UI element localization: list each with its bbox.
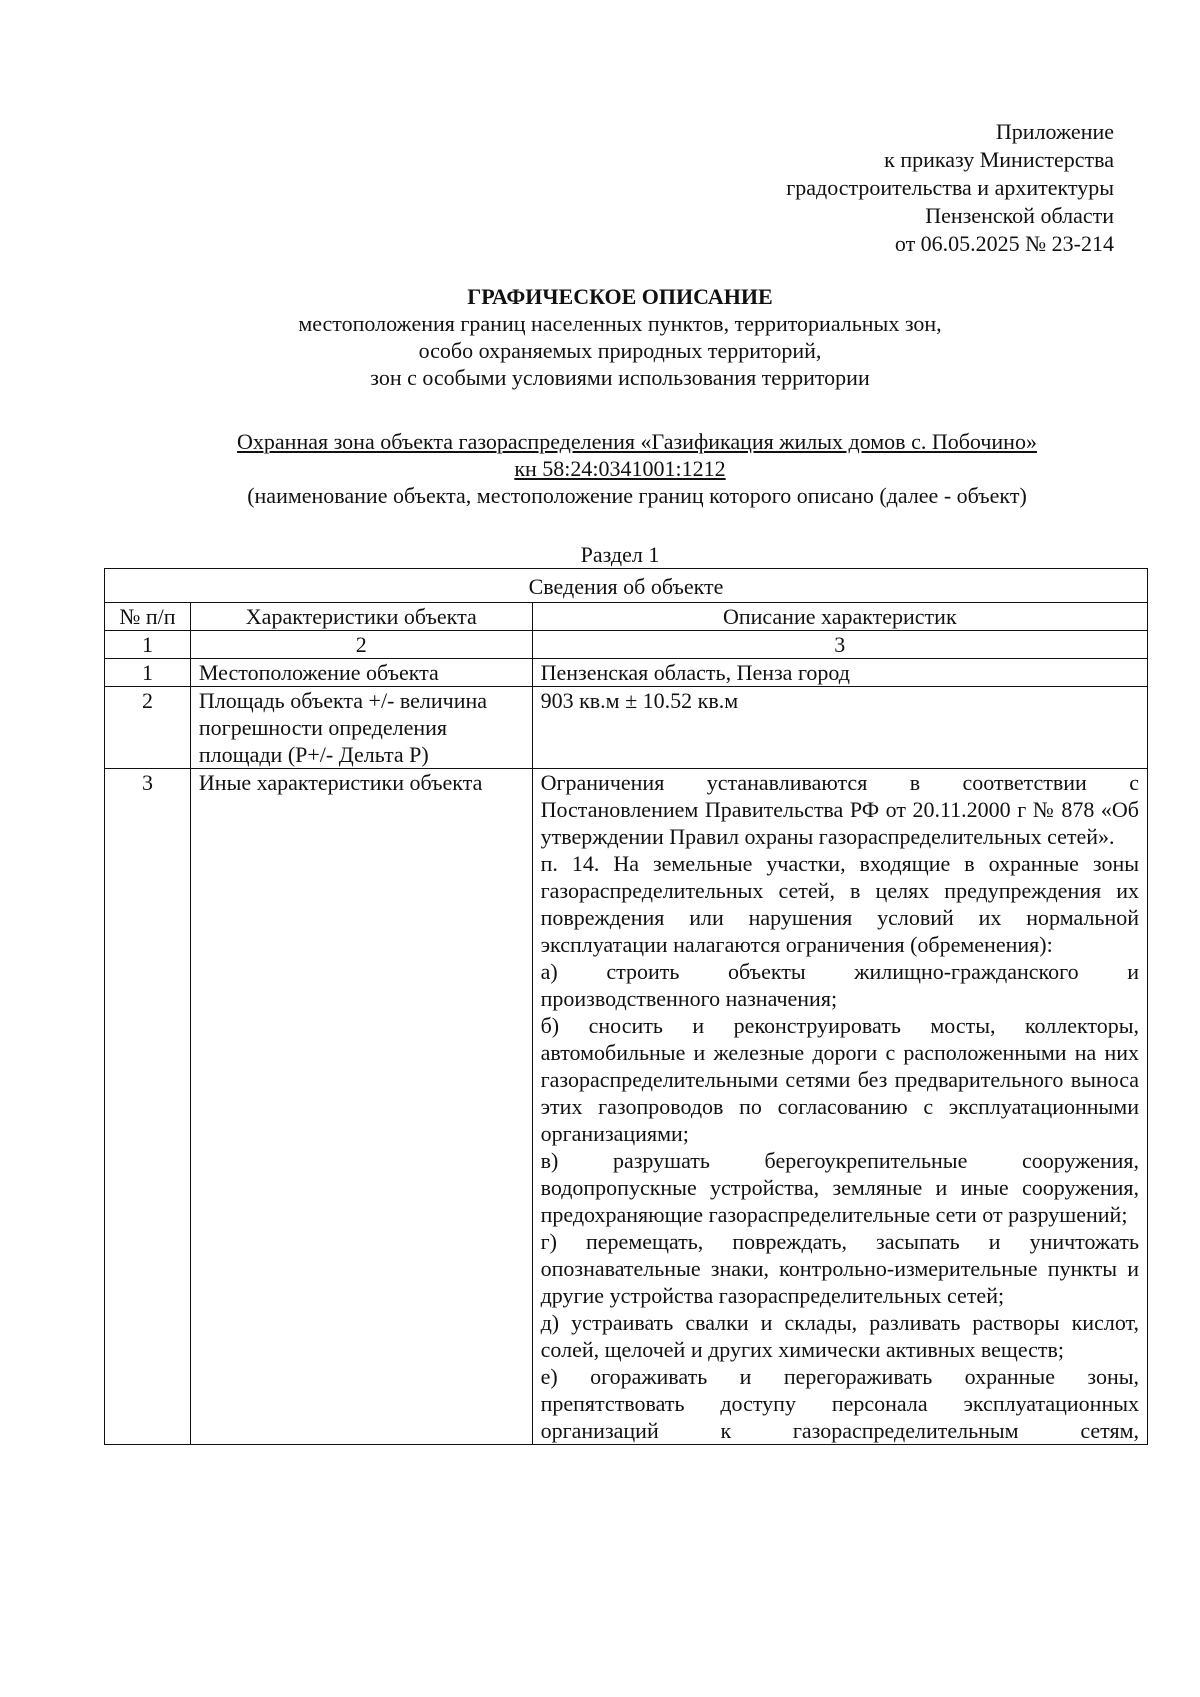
column-number-row [105, 631, 1148, 659]
column-header-description: Описание характеристик [532, 603, 1147, 631]
description-paragraph: г) перемещать, повреждать, засыпать и уничтожать опознавательные знаки, контрольно-измерительные пункты и другие устройства газораспределительных сетей; [540, 1229, 1139, 1308]
document-title: ГРАФИЧЕСКОЕ ОПИСАНИЕ [467, 284, 773, 309]
column-number: 3 [532, 631, 1147, 659]
document-subtitle-line: местоположения границ населенных пунктов, территориальных зон, [298, 311, 942, 336]
row-description [532, 769, 1147, 1445]
row-characteristic: Иные характеристики объекта [190, 769, 532, 1445]
appendix-line: к приказу Министерства [884, 147, 1114, 172]
row-number: 2 [105, 687, 191, 769]
row-description [532, 687, 1147, 769]
row-characteristic: Местоположение объекта [190, 659, 532, 687]
object-caption: (наименование объекта, местоположение границ которого описано (далее - объект) [247, 483, 1027, 508]
row-characteristic: Площадь объекта +/- величина погрешности определения площади (Р+/- Дельта Р) [190, 687, 532, 769]
document-subtitle-line: особо охраняемых природных территорий, [418, 338, 822, 363]
appendix-date-number: от 06.05.2025 № 23-214 [894, 231, 1114, 256]
description-paragraph: д) устраивать свалки и склады, разливать растворы кислот, солей, щелочей и других химически активных веществ; [540, 1310, 1139, 1362]
column-number: 2 [190, 631, 532, 659]
appendix-line: Пензенской области [925, 203, 1114, 228]
table-row [105, 687, 1148, 769]
appendix-header [786, 118, 1114, 258]
description-paragraph: е) огораживать и перегораживать охранные зоны, препятствовать доступу персонала эксплуатационных организаций к газораспределительным сетям, [540, 1364, 1139, 1443]
description-paragraph: п. 14. На земельные участки, входящие в охранные зоны газораспределительных сетей, в целях предупреждения их повреждения или нарушения условий их нормальной эксплуатации налагаются ограничения (обременения): [540, 851, 1139, 957]
description-paragraph: в) разрушать берегоукрепительные сооружения, водопропускные устройства, земляные и иные сооружения, предохраняющие газораспределительные сети от разрушений; [540, 1148, 1139, 1227]
table-row [105, 659, 1148, 687]
description-paragraph: Ограничения устанавливаются в соответствии с Постановлением Правительства РФ от 20.11.2000 г № 878 «Об утверждении Правил охраны газораспределительных сетей». [540, 770, 1139, 849]
table-caption: Сведения об объекте [105, 569, 1148, 603]
row-number: 1 [105, 659, 191, 687]
object-info-table [104, 568, 1148, 1445]
description-paragraph: б) сносить и реконструировать мосты, коллекторы, автомобильные и железные дороги с расположенными на них газораспределительными сетями без предварительного выноса этих газопроводов по согласованию с эксплуатационными организациями; [540, 1013, 1139, 1146]
object-block [100, 428, 1140, 509]
table-row [105, 769, 1148, 1445]
row-description [532, 659, 1147, 687]
object-cadastral-number: кн 58:24:0341001:1212 [514, 456, 726, 481]
object-name: Охранная зона объекта газораспределения «Газификация жилых домов с. Побочино» [237, 429, 1037, 454]
column-header-characteristic: Характеристики объекта [190, 603, 532, 631]
description-paragraph: Пензенская область, Пенза город [540, 660, 850, 685]
table-caption-row [105, 569, 1148, 603]
appendix-line: Приложение [995, 119, 1114, 144]
row-number: 3 [105, 769, 191, 1445]
document-subtitle-line: зон с особыми условиями использования территории [370, 365, 870, 390]
appendix-line: градостроительства и архитектуры [786, 175, 1114, 200]
description-paragraph: 903 кв.м ± 10.52 кв.м [540, 688, 739, 713]
document-title-block [100, 283, 1140, 391]
description-paragraph: а) строить объекты жилищно-гражданского и производственного назначения; [540, 959, 1139, 1011]
column-header-number: № п/п [105, 603, 191, 631]
column-number: 1 [105, 631, 191, 659]
table-header-row [105, 603, 1148, 631]
section-label: Раздел 1 [580, 542, 660, 567]
